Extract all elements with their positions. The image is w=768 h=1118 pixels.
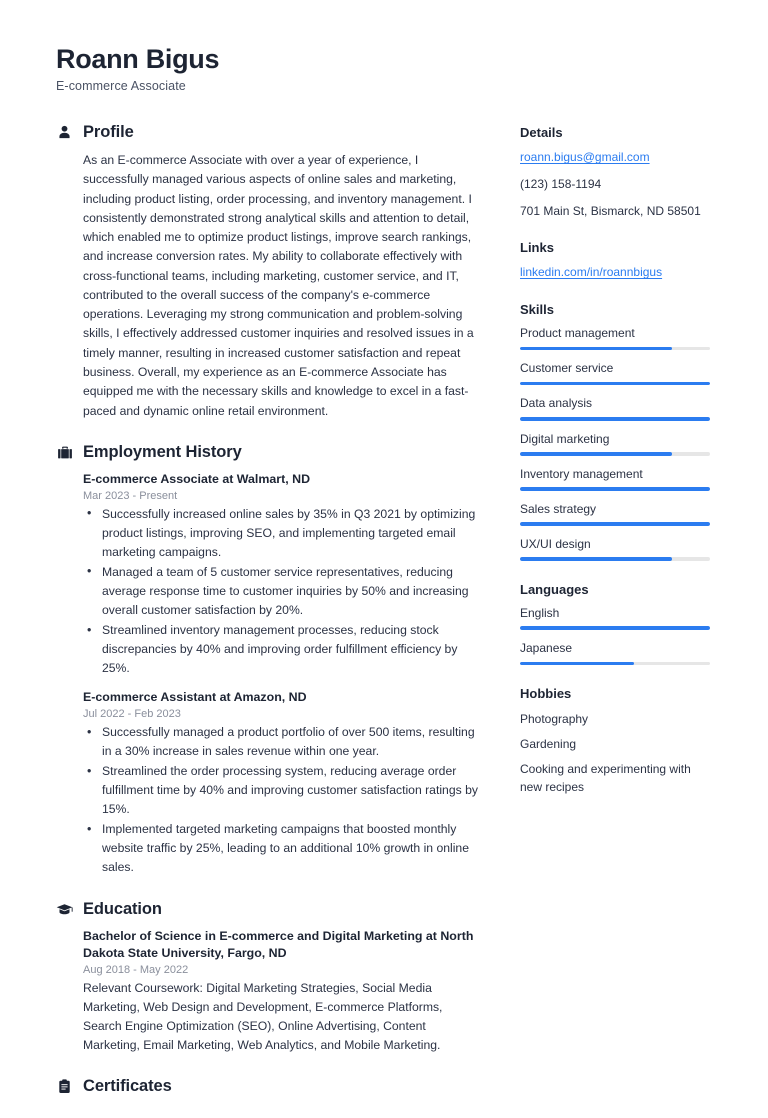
skill-label: Sales strategy [520, 501, 597, 516]
hobby-item: Photography [520, 712, 589, 727]
entry-date: Mar 2023 - Present [83, 489, 178, 502]
bullet-item: • Managed a team of 5 customer service representatives, reducing average response time to customer inquiries by 50% and increasing overall customer satisfaction by 20%. [83, 563, 484, 620]
skill-label: Data analysis [520, 396, 593, 411]
language-item [520, 606, 710, 630]
language-label: English [520, 605, 560, 620]
section-certificates-header [56, 1077, 484, 1096]
section-education-header [56, 900, 484, 919]
language-bar-track [520, 626, 710, 630]
section-employment [56, 443, 484, 878]
section-certificates-title: Certificates [83, 1076, 172, 1095]
bullet-item: • Implemented targeted marketing campaigns that boosted monthly website traffic by 25%, leading to an additional 10% growth in online sales. [83, 820, 484, 877]
sidebar-languages-title: Languages [520, 581, 589, 597]
skill-bar-track [520, 557, 710, 561]
bullet-item: • Successfully increased online sales by 35% in Q3 2021 by optimizing product listings, improving SEO, and implementing targeted email marketing campaigns. [83, 505, 484, 562]
skill-bar-fill [520, 557, 672, 561]
skill-label: UX/UI design [520, 536, 591, 551]
hobby-item: Gardening [520, 737, 577, 752]
entry-description: Relevant Coursework: Digital Marketing Strategies, Social Media Marketing, Web Design and Development, E-commerce Platforms, Search Engine Optimization (SEO), Online Advertising, Content Marketing, Email Marketing, Web Analytics, and Mobile Marketing. [83, 980, 443, 1052]
main-column [56, 123, 484, 1118]
resume-header [56, 44, 712, 93]
entry-date: Aug 2018 - May 2022 [83, 963, 189, 976]
skill-bar-fill [520, 417, 710, 421]
employment-entry [83, 689, 484, 877]
bullet-item: • Streamlined the order processing system, reducing average order fulfillment time by 40% and improving customer satisfaction ratings by 15%. [83, 762, 484, 819]
person-icon [56, 124, 73, 141]
hobby-item: Cooking and experimenting with new recipes [520, 762, 691, 795]
entry-title: Bachelor of Science in E-commerce and Digital Marketing at North Dakota State University, Fargo, ND [83, 928, 474, 960]
postal-address: 701 Main St, Bismarck, ND 58501 [520, 203, 701, 218]
sidebar-hobbies [520, 686, 710, 796]
bullet-item: • Streamlined inventory management processes, reducing stock discrepancies by 40% and improving order fulfillment efficiency by 25%. [83, 621, 484, 678]
email-row [520, 149, 710, 166]
phone-number: (123) 158-1194 [520, 176, 602, 191]
sidebar-details [520, 125, 710, 219]
section-employment-header [56, 443, 484, 462]
language-label: Japanese [520, 640, 573, 655]
entry-bullets [83, 723, 484, 877]
skill-item [520, 361, 710, 385]
section-education [56, 900, 484, 1055]
skill-bar-fill [520, 382, 710, 386]
skill-bar-track [520, 522, 710, 526]
bullet-item: • Successfully managed a product portfolio of over 500 items, resulting in a 30% increase in sales revenue within one year. [83, 723, 484, 761]
skill-bar-fill [520, 487, 710, 491]
section-profile [56, 123, 484, 421]
section-profile-body [56, 151, 484, 421]
skill-bar-fill [520, 347, 672, 351]
skill-item [520, 326, 710, 350]
sidebar-links [520, 240, 710, 281]
section-certificates [56, 1077, 484, 1096]
language-item [520, 641, 710, 665]
entry-date: Jul 2022 - Feb 2023 [83, 708, 181, 721]
skill-label: Digital marketing [520, 431, 610, 446]
sidebar-links-title: Links [520, 240, 554, 256]
email-link[interactable]: roann.bigus@gmail.com [520, 150, 650, 165]
skill-item [520, 467, 710, 491]
language-bar-fill [520, 626, 710, 630]
skill-item [520, 432, 710, 456]
skill-label: Inventory management [520, 466, 643, 481]
sidebar-languages [520, 582, 710, 665]
candidate-job-title: E-commerce Associate [56, 79, 186, 94]
skill-bar-track [520, 382, 710, 386]
skill-bar-track [520, 487, 710, 491]
skill-bar-track [520, 347, 710, 351]
language-bar-fill [520, 662, 634, 666]
sidebar-hobbies-title: Hobbies [520, 686, 572, 702]
linkedin-link[interactable]: linkedin.com/in/roannbigus [520, 265, 663, 280]
skill-bar-track [520, 417, 710, 421]
profile-text: As an E-commerce Associate with over a year of experience, I successfully managed various aspects of online sales and marketing, including product listing, order processing, and inventory management. I consistently demonstrated strong analytical skills and attention to detail, which enabled me to optimize product listings, improve search rankings, and increase conversion rates. My ability to collaborate effectively with cross-functional teams, including marketing, customer service, and IT, contributed to the overall success of the company's e-commerce operations. Leveraging my strong communication and problem-solving skills, I effectively addressed customer inquiries and resolved issues in a timely manner, resulting in increased customer satisfaction and repeat business. Overall, my experience as an E-commerce Associate has equipped me with the necessary skills and knowledge to excel in a fast-paced and dynamic online retail environment. [83, 153, 474, 418]
entry-bullets [83, 505, 484, 678]
graduation-cap-icon [56, 901, 73, 918]
section-employment-body [56, 471, 484, 878]
entry-title: E-commerce Associate at Walmart, ND [83, 471, 311, 486]
section-employment-title: Employment History [83, 442, 242, 461]
employment-entry [83, 471, 484, 678]
skill-bar-fill [520, 452, 672, 456]
sidebar-skills-title: Skills [520, 302, 554, 318]
skill-label: Product management [520, 326, 635, 341]
skill-bar-track [520, 452, 710, 456]
section-education-body [56, 928, 484, 1055]
resume-body [56, 123, 712, 1118]
link-row [520, 264, 710, 281]
sidebar-skills [520, 302, 710, 561]
skill-bar-fill [520, 522, 710, 526]
skill-item [520, 396, 710, 420]
skill-item [520, 502, 710, 526]
education-entry [83, 928, 484, 1055]
candidate-name: Roann Bigus [56, 44, 220, 74]
section-education-title: Education [83, 899, 162, 918]
sidebar-column [520, 123, 710, 817]
briefcase-icon [56, 444, 73, 461]
clipboard-icon [56, 1078, 73, 1095]
skill-item [520, 537, 710, 561]
language-bar-track [520, 662, 710, 666]
skill-label: Customer service [520, 361, 614, 376]
entry-title: E-commerce Assistant at Amazon, ND [83, 690, 307, 705]
sidebar-details-title: Details [520, 125, 563, 141]
section-profile-title: Profile [83, 123, 134, 142]
section-profile-header [56, 123, 484, 142]
